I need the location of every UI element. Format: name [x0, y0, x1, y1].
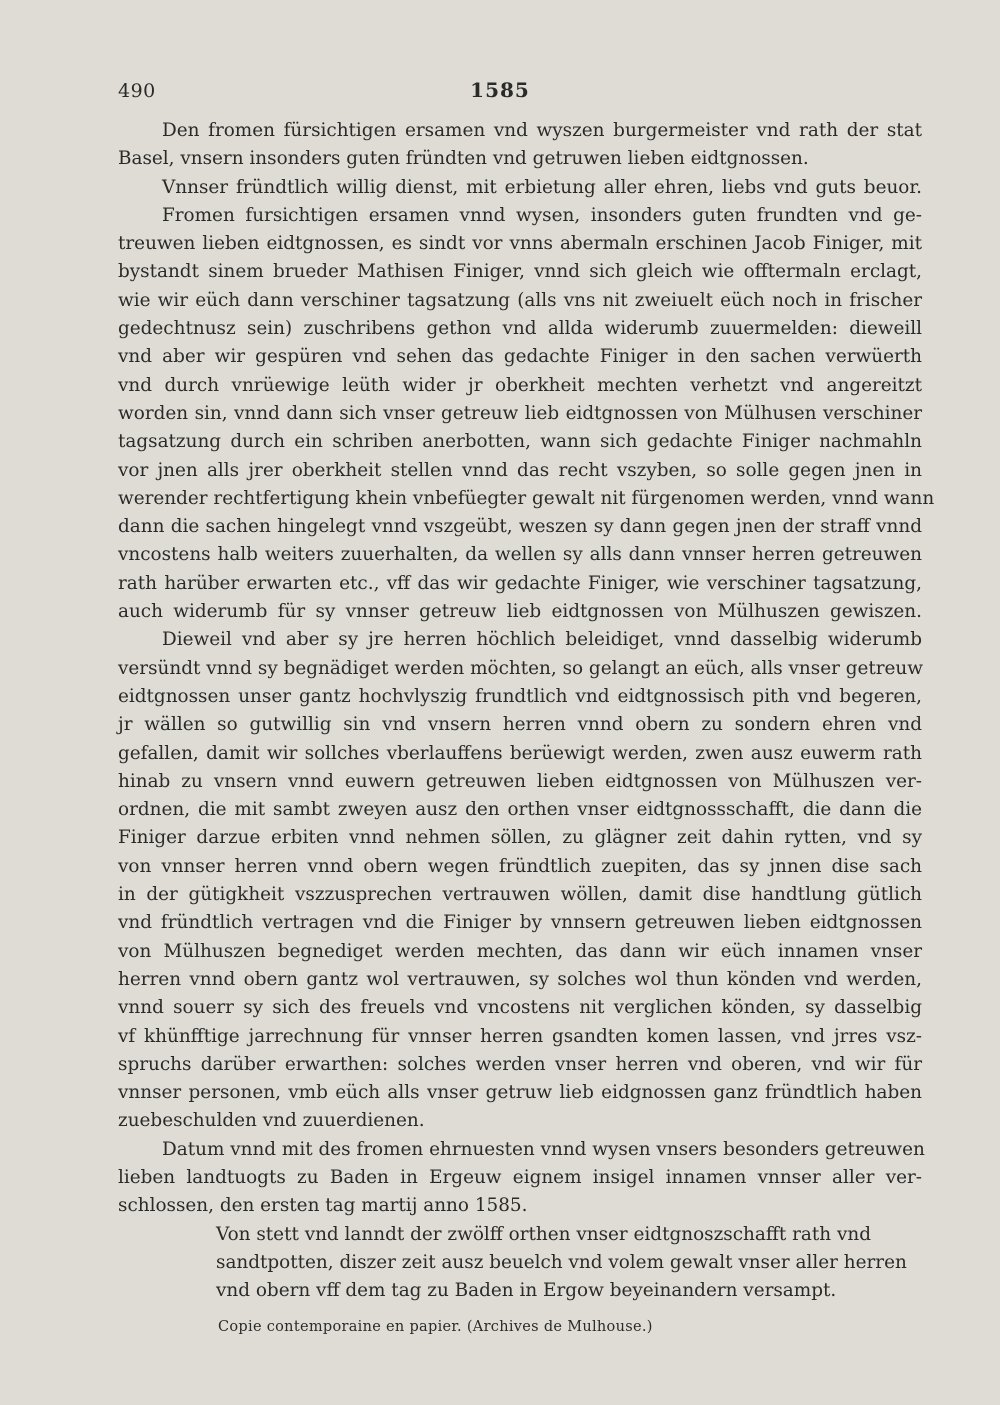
- text-line: vnnd souerr sy sich des freuels vnd vncostens nit verglichen könden, sy dasselbig: [118, 997, 922, 1019]
- text-line: Den fromen fürsichtigen ersamen vnd wyszen burgermeister vnd rath der stat: [162, 120, 922, 141]
- text-line: Vnnser fründtlich willig dienst, mit erbietung aller ehren, liebs vnd guts beuor.: [162, 176, 922, 198]
- text-line: bystandt sinem brueder Mathisen Finiger, vnnd sich gleich wie offtermaln erclagt,: [118, 261, 922, 283]
- text-line: wie wir eüch dann verschiner tagsatzung (alls vns nit zweiuelt eüch noch in frischer: [118, 289, 922, 311]
- text-line: tagsatzung durch ein schriben anerbotten, wann sich gedachte Finiger nachmahln: [118, 431, 922, 453]
- text-line: von Mülhuszen begnediget werden mechten, das dann wir eüch innamen vnser: [118, 940, 922, 962]
- source-note: Copie contemporaine en papier. (Archives de Mulhouse.): [218, 1319, 653, 1335]
- text-line: Dieweil vnd aber sy jre herren höchlich beleidiget, vnnd dasselbig widerumb: [162, 629, 922, 651]
- text-line: vnd obern vff dem tag zu Baden in Ergow beyeinandern versampt.: [216, 1280, 837, 1302]
- text-line: hinab zu vnsern vnnd euwern getreuwen lieben eidtgnossen von Mülhuszen ver-: [118, 770, 922, 792]
- text-line: gedechtnusz sein) zuschribens gethon vnd allda widerumb zuuermelden: dieweill: [118, 318, 922, 340]
- text-line: vnd aber wir gespüren vnd sehen das gedachte Finiger in den sachen verwüerth: [118, 346, 922, 368]
- text-line: worden sin, vnnd dann sich vnser getreuw lieb eidtgnossen von Mülhusen verschiner: [118, 402, 922, 424]
- text-line: sandtpotten, diszer zeit ausz beuelch vnd volem gewalt vnser aller herren: [216, 1251, 907, 1273]
- text-line: vnnser personen, vmb eüch alls vnser getruw lieb eidgnossen ganz fründtlich haben: [118, 1082, 922, 1104]
- text-line: vnd fründtlich vertragen vnd die Finiger by vnnsern getreuwen lieben eidtgnossen: [118, 912, 922, 934]
- text-line: Basel, vnsern insonders guten fründten vnd getruwen lieben eidtgnossen.: [118, 148, 809, 170]
- text-line: vncostens halb weiters zuuerhalten, da wellen sy alls dann vnnser herren getreuwen: [118, 544, 922, 566]
- page-number: 490: [118, 80, 156, 102]
- text-line: dann die sachen hingelegt vnnd vszgeübt, weszen sy dann gegen jnen der straff vnnd: [118, 516, 922, 538]
- text-line: werender rechtfertigung khein vnbefüegter gewalt nit fürgenomen werden, vnnd wann: [118, 487, 935, 509]
- document-year-heading: 1585: [470, 78, 530, 102]
- text-line: rath harüber erwarten etc., vff das wir gedachte Finiger, wie verschiner tagsatzung,: [118, 572, 922, 594]
- text-line: treuwen lieben eidtgnossen, es sindt vor vnns abermaln erschinen Jacob Finiger, mit: [118, 233, 922, 255]
- text-line: vor jnen alls jrer oberkheit stellen vnnd das recht vszyben, so solle gegen jnen in: [118, 459, 922, 481]
- text-line: Finiger darzue erbiten vnnd nehmen söllen, zu glägner zeit dahin rytten, vnd sy: [118, 827, 922, 849]
- text-line: vnd durch vnrüewige leüth wider jr oberkheit mechten verhetzt vnd angereitzt: [118, 374, 922, 396]
- text-line: Von stett vnd lanndt der zwölff orthen vnser eidtgnoszschafft rath vnd: [216, 1223, 871, 1245]
- text-line: ordnen, die mit sambt zweyen ausz den orthen vnser eidtgnossschafft, die dann die: [118, 799, 922, 821]
- text-line: in der gütigkheit vszzusprechen vertrauwen wöllen, damit dise handtlung gütlich: [118, 884, 922, 906]
- text-line: spruchs darüber erwarthen: solches werden vnser herren vnd oberen, vnd wir für: [118, 1053, 922, 1075]
- text-line: Fromen fursichtigen ersamen vnnd wysen, insonders guten frundten vnd ge-: [162, 204, 922, 226]
- text-line: schlossen, den ersten tag martij anno 1585.: [118, 1195, 528, 1217]
- text-line: herren vnnd obern gantz wol vertrauwen, sy solches wol thun könden vnd werden,: [118, 968, 922, 990]
- text-line: jr wällen so gutwillig sin vnd vnsern herren vnnd obern zu sondern ehren vnd: [118, 714, 922, 736]
- text-line: eidtgnossen unser gantz hochvlyszig frundtlich vnd eidtgnossisch pith vnd begeren,: [118, 685, 922, 707]
- text-line: Datum vnnd mit des fromen ehrnuesten vnnd wysen vnsers besonders getreuwen: [162, 1138, 925, 1160]
- text-line: zuebeschulden vnd zuuerdienen.: [118, 1110, 425, 1132]
- text-line: vf khünfftige jarrechnung für vnnser herren gsandten komen lassen, vnd jrres vsz-: [118, 1025, 922, 1047]
- text-line: versündt vnnd sy begnädiget werden möchten, so gelangt an eüch, alls vnser getreuw: [118, 657, 924, 679]
- text-line: lieben landtuogts zu Baden in Ergeuw eignem insigel innamen vnnser aller ver-: [118, 1166, 922, 1188]
- text-line: gefallen, damit wir sollches vberlauffens berüewigt werden, zwen ausz euwerm rath: [118, 742, 922, 764]
- text-line: auch widerumb für sy vnnser getreuw lieb eidtgnossen von Mülhuszen gewiszen.: [118, 601, 922, 623]
- letter-body: [118, 117, 935, 1305]
- text-line: von vnnser herren vnnd obern wegen fründtlich zuepiten, das sy jnnen dise sach: [118, 855, 922, 877]
